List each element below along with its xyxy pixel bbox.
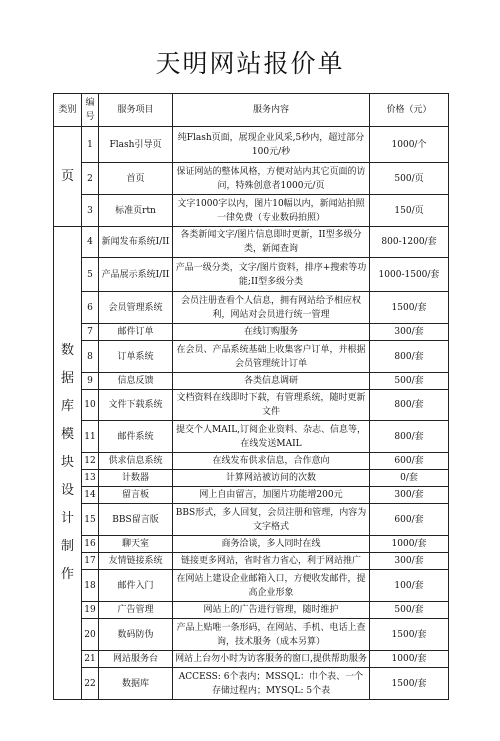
item-cell: 数据库	[99, 668, 173, 700]
content-cell: 提交个人MAIL,订阅企业资料、杂志、信息等，在线发送MAIL	[173, 421, 370, 453]
item-cell: 供求信息系统	[99, 453, 173, 470]
content-cell: 商务洽谈，多人同时在线	[173, 536, 370, 553]
table-row	[54, 619, 449, 651]
price-cell: 150/页	[370, 195, 449, 227]
number-cell: 2	[82, 163, 99, 195]
item-cell: 邮件订单	[99, 324, 173, 341]
content-cell: 各类新闻文字/图片信息即时更新，II型多级分类，新闻查询	[173, 227, 370, 258]
content-cell: 网站上台勿小时为访客服务的窗口,提供帮助服务	[173, 651, 370, 668]
header-category: 类别	[54, 94, 82, 127]
table-row	[54, 195, 449, 227]
item-cell: 订单系统	[99, 341, 173, 373]
item-cell: 数码防伪	[99, 619, 173, 651]
table-row	[54, 258, 449, 292]
category-cell: 数 据 库 模 块 设 计 制 作	[54, 227, 82, 700]
content-cell: 链接更多网站，省时省力省心，利于网站推广	[173, 553, 370, 570]
table-row	[54, 341, 449, 373]
item-cell: Flash引导页	[99, 127, 173, 163]
item-cell: 广告管理	[99, 602, 173, 619]
price-cell: 1000/套	[370, 536, 449, 553]
number-cell: 12	[82, 453, 99, 470]
table-header-row	[54, 94, 449, 127]
number-cell: 6	[82, 292, 99, 324]
price-cell: 800/套	[370, 421, 449, 453]
header-content: 服务内容	[173, 94, 370, 127]
number-cell: 14	[82, 487, 99, 504]
table-row	[54, 292, 449, 324]
number-cell: 8	[82, 341, 99, 373]
price-cell: 800-1200/套	[370, 227, 449, 258]
item-cell: 计数器	[99, 470, 173, 487]
item-cell: 首页	[99, 163, 173, 195]
item-cell: 聊天室	[99, 536, 173, 553]
content-cell: 在线订购服务	[173, 324, 370, 341]
price-cell: 0/套	[370, 470, 449, 487]
content-cell: 在网站上建设企业邮箱入口，方便收发邮件，提高企业形象	[173, 570, 370, 602]
table-row	[54, 553, 449, 570]
table-row	[54, 651, 449, 668]
price-cell: 100/套	[370, 570, 449, 602]
number-cell: 20	[82, 619, 99, 651]
number-cell: 19	[82, 602, 99, 619]
table-body	[54, 127, 449, 700]
price-cell: 300/套	[370, 553, 449, 570]
price-cell: 1000-1500/套	[370, 258, 449, 292]
content-cell: 网站上的广告进行管理，随时维护	[173, 602, 370, 619]
price-cell: 1000/个	[370, 127, 449, 163]
price-cell: 1000/套	[370, 651, 449, 668]
table-row	[54, 163, 449, 195]
item-cell: 产品展示系统I/II	[99, 258, 173, 292]
number-cell: 1	[82, 127, 99, 163]
item-cell: BBS留言版	[99, 504, 173, 536]
header-item: 服务项目	[99, 94, 173, 127]
number-cell: 3	[82, 195, 99, 227]
category-cell: 页	[54, 127, 82, 227]
content-cell: 产品一级分类，文字/图片资料，排序+搜索等功能;II型多级分类	[173, 258, 370, 292]
price-cell: 500/页	[370, 163, 449, 195]
table-row	[54, 324, 449, 341]
number-cell: 13	[82, 470, 99, 487]
number-cell: 9	[82, 373, 99, 390]
item-cell: 标准页rtn	[99, 195, 173, 227]
header-number: 编号	[82, 94, 99, 127]
item-cell: 网站服务台	[99, 651, 173, 668]
number-cell: 15	[82, 504, 99, 536]
number-cell: 17	[82, 553, 99, 570]
item-cell: 留言板	[99, 487, 173, 504]
item-cell: 文件下载系统	[99, 390, 173, 421]
item-cell: 信息反馈	[99, 373, 173, 390]
content-cell: ACCESS: 6个表内；MSSQL：巾个表、一个存储过程内；MYSQL: 5个表	[173, 668, 370, 700]
price-cell: 600/套	[370, 504, 449, 536]
price-cell: 800/套	[370, 390, 449, 421]
price-cell: 800/套	[370, 341, 449, 373]
table-row	[54, 390, 449, 421]
content-cell: 网上自由留言，加图片功能增200元	[173, 487, 370, 504]
number-cell: 21	[82, 651, 99, 668]
item-cell: 邮件入门	[99, 570, 173, 602]
table-row	[54, 127, 449, 163]
number-cell: 18	[82, 570, 99, 602]
content-cell: 在线发布供求信息，合作意向	[173, 453, 370, 470]
table-row	[54, 504, 449, 536]
table-row	[54, 453, 449, 470]
table-row	[54, 470, 449, 487]
content-cell: 产品上贴唯一条形码，在网站、手机、电话上查询，技术服务（成本另算）	[173, 619, 370, 651]
table-row	[54, 668, 449, 700]
item-cell: 新闻发布系统I/II	[99, 227, 173, 258]
item-cell: 友情链接系统	[99, 553, 173, 570]
price-table	[53, 93, 449, 700]
table-row	[54, 421, 449, 453]
price-cell: 1500/套	[370, 292, 449, 324]
content-cell: 文档资料在线即时下载，有管理系统，随时更新文件	[173, 390, 370, 421]
item-cell: 会员管理系统	[99, 292, 173, 324]
page-title: 天明网站报价单	[155, 49, 345, 78]
number-cell: 10	[82, 390, 99, 421]
number-cell: 4	[82, 227, 99, 258]
content-cell: 保证网站的整体风格，方便对站内其它页面的访问，特殊创意者1000元/页	[173, 163, 370, 195]
content-cell: 会员注册查看个人信息，拥有网站给予相应权利，网站对会员进行统一管理	[173, 292, 370, 324]
content-cell: 在会员、产品系统基础上收集客户订单，并根据会员管理统计订单	[173, 341, 370, 373]
content-cell: 文字1000字以内，图片10幅以内，新闻站拍照一律免费（专业数码拍照）	[173, 195, 370, 227]
item-cell: 邮件系统	[99, 421, 173, 453]
table-row	[54, 487, 449, 504]
table-row	[54, 227, 449, 258]
table-row	[54, 570, 449, 602]
price-cell: 600/套	[370, 453, 449, 470]
content-cell: 各类信息调研	[173, 373, 370, 390]
content-cell: BBS形式，多人回复，会员注册和管理，内容为文字格式	[173, 504, 370, 536]
content-cell: 计算网站被访问的次数	[173, 470, 370, 487]
price-cell: 300/套	[370, 324, 449, 341]
price-cell: 1500/套	[370, 668, 449, 700]
number-cell: 7	[82, 324, 99, 341]
table-row	[54, 536, 449, 553]
content-cell: 纯Flash页面，展现企业风采,5秒内，超过部分100元/秒	[173, 127, 370, 163]
price-cell: 500/套	[370, 602, 449, 619]
table-row	[54, 602, 449, 619]
price-cell: 1500/套	[370, 619, 449, 651]
number-cell: 16	[82, 536, 99, 553]
number-cell: 5	[82, 258, 99, 292]
header-price: 价格（元）	[370, 94, 449, 127]
price-cell: 500/套	[370, 373, 449, 390]
price-cell: 300/套	[370, 487, 449, 504]
table-row	[54, 373, 449, 390]
number-cell: 11	[82, 421, 99, 453]
number-cell: 22	[82, 668, 99, 700]
